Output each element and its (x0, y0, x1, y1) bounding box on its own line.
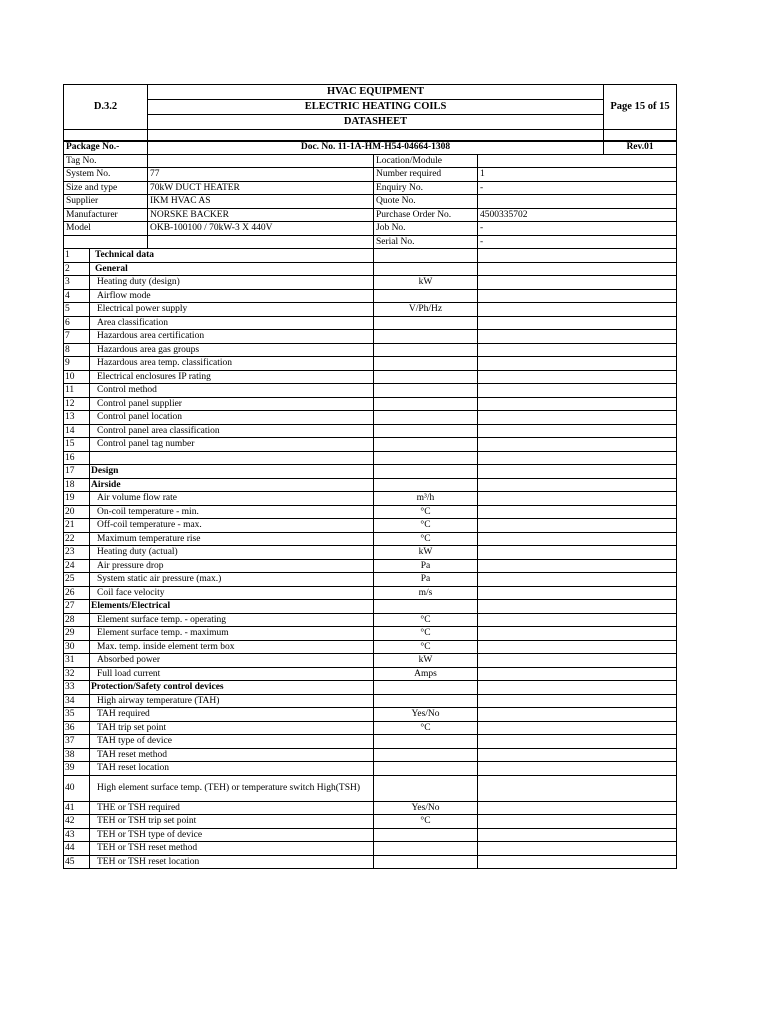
row-number: 5 (64, 303, 90, 317)
row-number: 25 (64, 573, 90, 587)
spec-row (64, 600, 677, 614)
row-description: Control panel location (90, 411, 374, 425)
spec-row (64, 492, 677, 506)
doc-code: D.3.2 (64, 85, 148, 130)
info-value: - (478, 235, 677, 249)
row-number: 33 (64, 681, 90, 695)
row-description: Airflow mode (90, 289, 374, 303)
info-value (148, 235, 374, 249)
row-value (478, 694, 677, 708)
row-description: Absorbed power (90, 654, 374, 668)
row-description: Maximum temperature rise (90, 532, 374, 546)
row-description: Hazardous area certification (90, 330, 374, 344)
row-description: Coil face velocity (90, 586, 374, 600)
row-description: Control method (90, 384, 374, 398)
row-value (478, 397, 677, 411)
row-value (478, 343, 677, 357)
spec-row (64, 573, 677, 587)
row-unit (374, 465, 478, 479)
spec-row (64, 532, 677, 546)
info-value: OKB-100100 / 70kW-3 X 440V (148, 222, 374, 236)
row-value (478, 505, 677, 519)
row-value (478, 532, 677, 546)
row-unit: °C (374, 613, 478, 627)
row-unit (374, 855, 478, 869)
info-label: Job No. (374, 222, 478, 236)
row-number: 19 (64, 492, 90, 506)
row-value (478, 546, 677, 560)
spec-row (64, 411, 677, 425)
row-value (478, 451, 677, 465)
row-description: Design (90, 465, 374, 479)
row-description: TAH reset location (90, 762, 374, 776)
spec-row (64, 370, 677, 384)
row-description: Max. temp. inside element term box (90, 640, 374, 654)
row-number: 41 (64, 801, 90, 815)
spec-row (64, 667, 677, 681)
info-value: - (478, 181, 677, 195)
row-unit: m³/h (374, 492, 478, 506)
spec-row (64, 748, 677, 762)
info-row (64, 154, 677, 168)
row-value (478, 708, 677, 722)
row-value (478, 855, 677, 869)
row-number: 20 (64, 505, 90, 519)
row-unit (374, 828, 478, 842)
row-value (478, 654, 677, 668)
spec-row (64, 316, 677, 330)
row-description: TEH or TSH trip set point (90, 815, 374, 829)
row-description: Off-coil temperature - max. (90, 519, 374, 533)
info-value: NORSKE BACKER (148, 208, 374, 222)
row-value (478, 667, 677, 681)
datasheet-header (63, 84, 677, 142)
page-number: Page 15 of 15 (604, 85, 677, 130)
row-number: 13 (64, 411, 90, 425)
info-value (478, 195, 677, 209)
row-number: 24 (64, 559, 90, 573)
row-unit (374, 397, 478, 411)
row-value (478, 721, 677, 735)
spec-row (64, 559, 677, 573)
row-description: Heating duty (design) (90, 276, 374, 290)
row-value (478, 316, 677, 330)
row-number: 37 (64, 735, 90, 749)
spec-row (64, 438, 677, 452)
row-number: 38 (64, 748, 90, 762)
row-value (478, 801, 677, 815)
row-unit: °C (374, 532, 478, 546)
doc-number-row (64, 141, 677, 155)
row-description: Protection/Safety control devices (90, 681, 374, 695)
row-description: Element surface temp. - operating (90, 613, 374, 627)
info-row (64, 168, 677, 182)
row-number: 9 (64, 357, 90, 371)
row-value (478, 438, 677, 452)
row-value (478, 775, 677, 801)
row-number: 18 (64, 478, 90, 492)
spec-row (64, 357, 677, 371)
row-unit: °C (374, 627, 478, 641)
spec-row (64, 330, 677, 344)
row-number: 31 (64, 654, 90, 668)
row-unit: °C (374, 815, 478, 829)
row-description: Air volume flow rate (90, 492, 374, 506)
row-number: 6 (64, 316, 90, 330)
row-unit (374, 748, 478, 762)
spec-row (64, 681, 677, 695)
row-unit: °C (374, 640, 478, 654)
row-unit (374, 411, 478, 425)
row-unit (374, 694, 478, 708)
row-unit: °C (374, 721, 478, 735)
row-value (478, 370, 677, 384)
doc-number: Doc. No. 11-1A-HM-H54-04664-1308 (148, 141, 604, 155)
row-value (478, 424, 677, 438)
row-unit (374, 289, 478, 303)
row-unit (374, 775, 478, 801)
spec-table (63, 248, 677, 869)
row-unit (374, 343, 478, 357)
row-number: 17 (64, 465, 90, 479)
row-number: 7 (64, 330, 90, 344)
row-unit (374, 438, 478, 452)
info-label: System No. (64, 168, 148, 182)
row-unit (374, 735, 478, 749)
info-row (64, 235, 677, 249)
row-number: 35 (64, 708, 90, 722)
row-number: 8 (64, 343, 90, 357)
title-line-1: HVAC EQUIPMENT (148, 85, 604, 100)
row-unit (374, 357, 478, 371)
row-unit (374, 316, 478, 330)
row-unit (374, 424, 478, 438)
row-unit (374, 600, 478, 614)
row-value (478, 330, 677, 344)
spec-row (64, 465, 677, 479)
spec-row (64, 546, 677, 560)
row-number: 39 (64, 762, 90, 776)
info-label: Enquiry No. (374, 181, 478, 195)
info-label (64, 235, 148, 249)
spec-row (64, 397, 677, 411)
info-value: 1 (478, 168, 677, 182)
row-description: System static air pressure (max.) (90, 573, 374, 587)
row-description: Full load current (90, 667, 374, 681)
info-value: 4500335702 (478, 208, 677, 222)
spec-row (64, 289, 677, 303)
spec-row (64, 721, 677, 735)
row-description: TAH trip set point (90, 721, 374, 735)
row-unit (374, 370, 478, 384)
row-number: 45 (64, 855, 90, 869)
info-value (148, 154, 374, 168)
info-table (63, 140, 677, 249)
info-label: Supplier (64, 195, 148, 209)
info-row (64, 181, 677, 195)
row-number: 22 (64, 532, 90, 546)
row-unit: V/Ph/Hz (374, 303, 478, 317)
row-description: Area classification (90, 316, 374, 330)
row-value (478, 519, 677, 533)
spec-row (64, 640, 677, 654)
row-value (478, 627, 677, 641)
row-description: Control panel tag number (90, 438, 374, 452)
title-line-2: ELECTRIC HEATING COILS (148, 100, 604, 115)
row-unit (374, 262, 478, 276)
spec-row (64, 586, 677, 600)
spec-row (64, 451, 677, 465)
row-number: 44 (64, 842, 90, 856)
row-number: 30 (64, 640, 90, 654)
spec-row (64, 842, 677, 856)
row-number: 21 (64, 519, 90, 533)
info-row (64, 208, 677, 222)
row-value (478, 828, 677, 842)
row-value (478, 815, 677, 829)
row-unit (374, 384, 478, 398)
row-description (90, 451, 374, 465)
row-description: TAH reset method (90, 748, 374, 762)
info-value: 77 (148, 168, 374, 182)
spec-row (64, 613, 677, 627)
row-value (478, 249, 677, 263)
row-description: General (90, 262, 374, 276)
row-description: TEH or TSH reset method (90, 842, 374, 856)
row-value (478, 640, 677, 654)
spec-row (64, 762, 677, 776)
row-description: On-coil temperature - min. (90, 505, 374, 519)
row-number: 15 (64, 438, 90, 452)
row-number: 2 (64, 262, 90, 276)
row-value (478, 492, 677, 506)
row-unit: °C (374, 519, 478, 533)
row-unit (374, 478, 478, 492)
row-unit (374, 451, 478, 465)
row-value (478, 559, 677, 573)
spec-row (64, 343, 677, 357)
row-number: 1 (64, 249, 90, 263)
row-value (478, 262, 677, 276)
info-value (478, 154, 677, 168)
row-unit (374, 842, 478, 856)
row-number: 42 (64, 815, 90, 829)
row-number: 40 (64, 775, 90, 801)
row-unit: Amps (374, 667, 478, 681)
row-unit: m/s (374, 586, 478, 600)
row-value (478, 276, 677, 290)
row-unit: kW (374, 546, 478, 560)
package-label: Package No.- (64, 141, 148, 155)
revision: Rev.01 (604, 141, 677, 155)
info-label: Quote No. (374, 195, 478, 209)
row-unit (374, 330, 478, 344)
row-number: 4 (64, 289, 90, 303)
row-number: 32 (64, 667, 90, 681)
info-label: Serial No. (374, 235, 478, 249)
row-description: THE or TSH required (90, 801, 374, 815)
row-value (478, 842, 677, 856)
row-description: Air pressure drop (90, 559, 374, 573)
row-number: 34 (64, 694, 90, 708)
row-value (478, 573, 677, 587)
row-description: TEH or TSH reset location (90, 855, 374, 869)
row-description: Elements/Electrical (90, 600, 374, 614)
row-value (478, 478, 677, 492)
info-row (64, 195, 677, 209)
info-value: 70kW DUCT HEATER (148, 181, 374, 195)
row-unit: kW (374, 654, 478, 668)
info-label: Model (64, 222, 148, 236)
row-value (478, 357, 677, 371)
row-unit: kW (374, 276, 478, 290)
row-description: TEH or TSH type of device (90, 828, 374, 842)
spec-row (64, 775, 677, 801)
row-number: 23 (64, 546, 90, 560)
spec-row (64, 801, 677, 815)
spec-row (64, 384, 677, 398)
row-description: TAH type of device (90, 735, 374, 749)
row-number: 36 (64, 721, 90, 735)
row-description: Hazardous area temp. classification (90, 357, 374, 371)
row-number: 16 (64, 451, 90, 465)
row-unit (374, 681, 478, 695)
row-value (478, 681, 677, 695)
info-label: Size and type (64, 181, 148, 195)
title-line-3: DATASHEET (148, 115, 604, 130)
info-value: IKM HVAC AS (148, 195, 374, 209)
row-value (478, 735, 677, 749)
spec-row (64, 694, 677, 708)
row-description: High element surface temp. (TEH) or temperature switch High(TSH) (90, 775, 374, 801)
row-number: 10 (64, 370, 90, 384)
spec-row (64, 627, 677, 641)
row-number: 14 (64, 424, 90, 438)
row-description: Control panel area classification (90, 424, 374, 438)
row-description: Element surface temp. - maximum (90, 627, 374, 641)
spec-row (64, 815, 677, 829)
row-value (478, 762, 677, 776)
spec-row (64, 505, 677, 519)
row-description: Airside (90, 478, 374, 492)
row-unit: °C (374, 505, 478, 519)
row-description: Technical data (90, 249, 374, 263)
spec-row (64, 424, 677, 438)
info-value: - (478, 222, 677, 236)
row-description: High airway temperature (TAH) (90, 694, 374, 708)
info-label: Purchase Order No. (374, 208, 478, 222)
info-label: Number required (374, 168, 478, 182)
row-description: Electrical power supply (90, 303, 374, 317)
row-value (478, 600, 677, 614)
row-number: 26 (64, 586, 90, 600)
spec-row (64, 654, 677, 668)
row-unit: Yes/No (374, 801, 478, 815)
row-number: 12 (64, 397, 90, 411)
row-value (478, 303, 677, 317)
row-number: 29 (64, 627, 90, 641)
row-description: TAH required (90, 708, 374, 722)
row-description: Control panel supplier (90, 397, 374, 411)
row-unit: Yes/No (374, 708, 478, 722)
row-number: 11 (64, 384, 90, 398)
row-description: Electrical enclosures IP rating (90, 370, 374, 384)
info-label: Manufacturer (64, 208, 148, 222)
row-unit (374, 249, 478, 263)
row-value (478, 289, 677, 303)
spec-row (64, 708, 677, 722)
row-value (478, 411, 677, 425)
row-number: 43 (64, 828, 90, 842)
row-value (478, 384, 677, 398)
spec-row (64, 735, 677, 749)
row-value (478, 613, 677, 627)
row-value (478, 586, 677, 600)
spec-row (64, 855, 677, 869)
spec-row (64, 303, 677, 317)
row-unit: Pa (374, 573, 478, 587)
info-label: Tag No. (64, 154, 148, 168)
spec-row (64, 478, 677, 492)
info-row (64, 222, 677, 236)
spec-row (64, 519, 677, 533)
row-value (478, 748, 677, 762)
spec-row (64, 828, 677, 842)
row-description: Hazardous area gas groups (90, 343, 374, 357)
row-unit (374, 762, 478, 776)
row-description: Heating duty (actual) (90, 546, 374, 560)
info-label: Location/Module (374, 154, 478, 168)
row-number: 3 (64, 276, 90, 290)
row-value (478, 465, 677, 479)
row-unit: Pa (374, 559, 478, 573)
row-number: 27 (64, 600, 90, 614)
spec-row (64, 262, 677, 276)
row-number: 28 (64, 613, 90, 627)
spec-row (64, 249, 677, 263)
spec-row (64, 276, 677, 290)
